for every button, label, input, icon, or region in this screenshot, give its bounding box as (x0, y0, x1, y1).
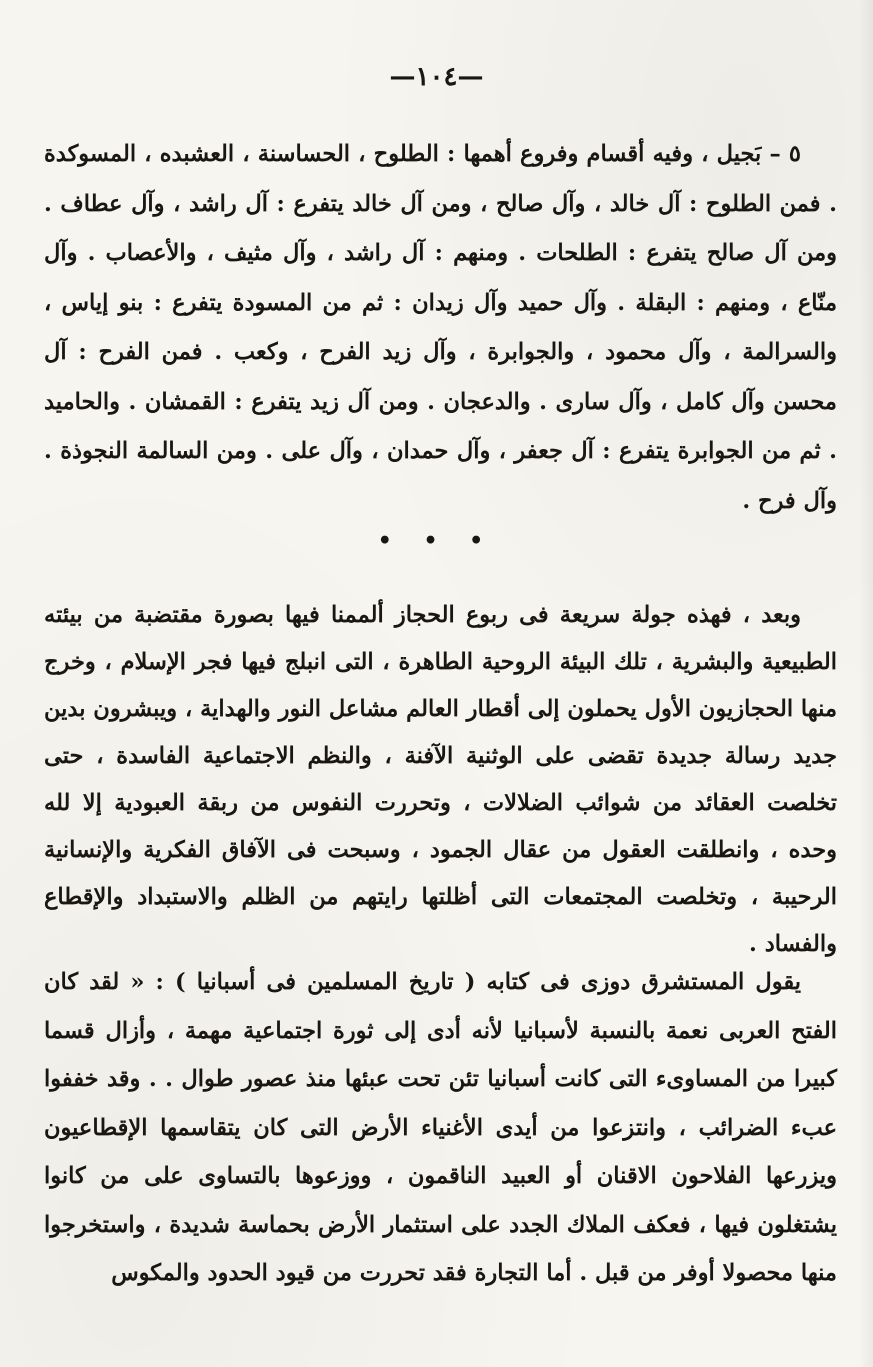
hijaz-summary-paragraph (44, 592, 837, 968)
paragraph-text: يقول المستشرق دوزى فى كتابه ( تاريخ المسلمين فى أسبانيا ) : « لقد كان الفتح العربى نعمة بالنسبة لأسبانيا لأنه أدى إلى ثورة اجتماعية مهمة ، وأزال قسما كبيرا من المساوىء التى كانت أسبانيا تئن تحت عبئها منذ عصور طوال . . وقد خففوا عبء الضرائب ، وانتزعوا من أيدى الأغنياء الأرض التى كان يتقاسمها الإقطاعيون ويزرعها الفلاحون الاقنان أو العبيد الناقمون ، ووزعوها بالتساوى على من كانوا يشتغلون فيها ، فعكف الملاك الجدد على استثمار الأرض بحماسة شديدة ، واستخرجوا منها محصولا أوفر من قبل . أما التجارة فقد تحررت من قيود الحدود والمكوس (44, 969, 837, 1286)
section-separator: • • • (377, 528, 496, 554)
paragraph-text: وبعد ، فهذه جولة سريعة فى ربوع الحجاز ألممنا فيها بصورة مقتضبة من بيئته الطبيعية والبشرية ، تلك البيئة الروحية الطاهرة ، التى انبلج فيها فجر الإسلام ، وخرج منها الحجازيون الأول يحملون إلى أقطار العالم مشاعل النور والهداية ، ويبشرون بدين جديد رسالة جديدة تقضى على الوثنية الآفنة ، والنظم الاجتماعية الفاسدة ، حتى تخلصت العقائد من شوائب الضلالات ، وتحررت النفوس من ربقة العبودية إلا لله وحده ، وانطلقت العقول من عقال الجمود ، وسبحت فى الآفاق الفكرية والإنسانية الرحيبة ، وتخلصت المجتمعات التى أظلتها رايتهم من الظلم والاستبداد والإقطاع والفساد . (44, 602, 837, 957)
paragraph-text: ٥ – بَجيل ، وفيه أقسام وفروع أهمها : الطلوح ، الحساسنة ، العشبده ، المسوكدة . فمن الطلوح : آل خالد ، وآل صالح ، ومن آل خالد يتفرع : آل راشد ، وآل عطاف . ومن آل صالح يتفرع : الطلحات . ومنهم : آل راشد ، وآل مثيف ، والأعصاب . وآل منّاع ، ومنهم : البقلة . وآل حميد وآل زيدان : ثم من المسودة يتفرع : بنو إياس ، والسرالمة ، وآل محمود ، والجوابرة ، وآل زيد الفرح ، وكعب . فمن الفرح : آل محسن وآل كامل ، وآل سارى . والدعجان . ومن آل زيد يتفرع : القمشان . والحاميد . ثم من الجوابرة يتفرع : آل جعفر ، وآل حمدان ، وآل على . ومن السالمة النجوذة . وآل فرح . (44, 141, 837, 514)
page-number: —١٠٤— (389, 62, 484, 92)
scan-edge-shadow (859, 0, 873, 1367)
dozy-quote-paragraph (44, 958, 837, 1298)
tribe-list-paragraph (44, 130, 837, 526)
